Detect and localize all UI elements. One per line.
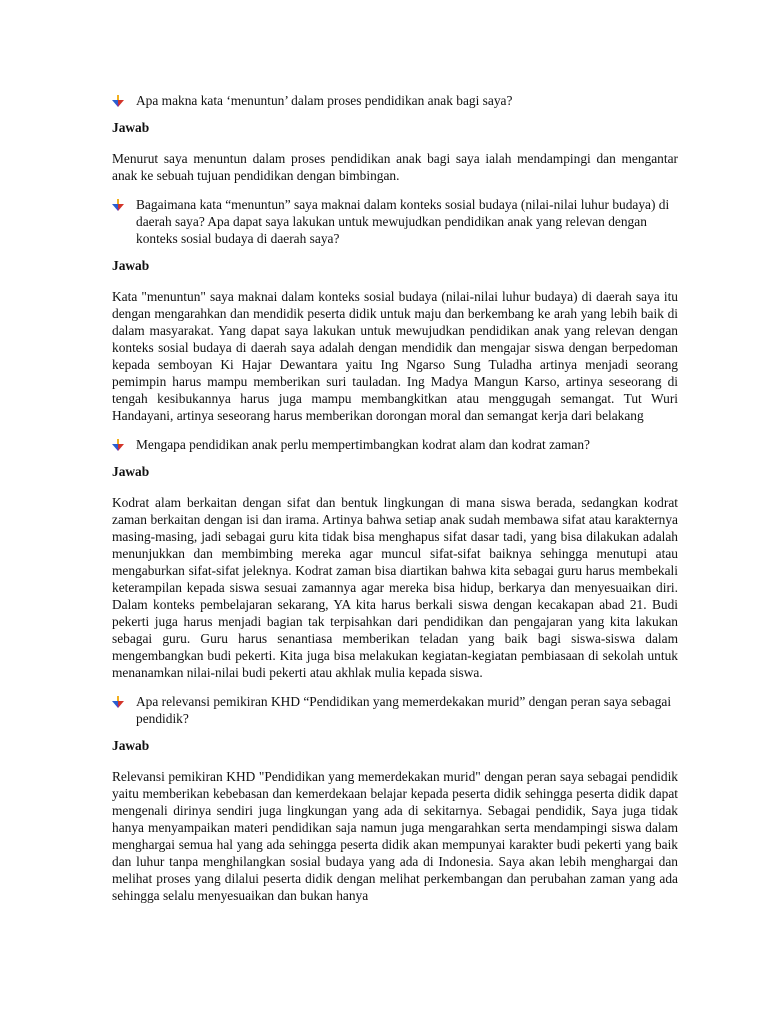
question-2 [112,196,678,247]
answer-paragraph: Kodrat alam berkaitan dengan sifat dan bentuk lingkungan di mana siswa berada, sedangkan kodrat zaman berkaitan dengan isi dan irama. Artinya bahwa setiap anak sudah membawa sifat atau karakternya masing-masing, jadi sebagai guru kita tidak bisa menghapus sifat dasar tadi, yang bisa dilakukan adalah menunjukkan dan membimbing mereka agar muncul sifat-sifat baiknya sehingga menutupi atau mengaburkan sifat-sifat jeleknya. Kodrat zaman bisa diartikan bahwa kita sebagai guru harus membekali keterampilan kepada siswa sesuai zamannya agar mereka bisa hidup, berkarya dan menyesuaikan diri. Dalam konteks pembelajaran sekarang, YA kita harus berkali siswa dengan kecakapan abad 21. Budi pekerti juga harus menjadi bagian tak terpisahkan dari pendidikan dan pengajaran yang kita lakukan sebagai guru. Guru harus senantiasa memberikan teladan yang baik bagi siswa-siswa dalam mengembangkan budi pekerti. Kita juga bisa melakukan kegiatan-kegiatan pembiasaan di sekolah untuk menanamkan nilai-nilai budi pekerti atau akhlak mulia kepada siswa. [112,495,678,680]
question-3 [112,436,678,453]
answer-paragraph: Menurut saya menuntun dalam proses pendidikan anak bagi saya ialah mendampingi dan mengantar anak ke sebuah tujuan pendidikan dengan bimbingan. [112,151,678,183]
bullet-left [112,701,118,708]
answer-label: Jawab [112,120,150,135]
answer-paragraph: Kata "menuntun" saya maknai dalam konteks sosial budaya (nilai-nilai luhur budaya) di daerah saya itu dengan mengarahkan dan mendidik peserta didik untuk maju dan berkembang ke arah yang lebih baik di dalam masyarakat. Yang dapat saya lakukan untuk mewujudkan pendidikan anak yang relevan dengan konteks sosial budaya di daerah saya adalah dengan mendidik dan mengajar siswa dengan berpedoman kepada semboyan Ki Hajar Dewantara yaitu Ing Ngarso Sung Tuladha artinya menjadi seorang pemimpin harus mampu memberikan suri tauladan. Ing Madya Mangun Karso, artinya seseorang di tengah kesibukannya harus juga mampu membangkitkan atau menggugah semangat. Tut Wuri Handayani, artinya seseorang harus memberikan dorongan moral dan semangat kerja dari belakang [112,289,678,423]
answer-label: Jawab [112,464,150,479]
bullet-top [117,439,119,444]
colored-arrow-bullet-icon [112,696,124,708]
bullet-right [118,701,124,708]
bullet-left [112,444,118,451]
colored-arrow-bullet-icon [112,439,124,451]
question-text: Apa makna kata ‘menuntun’ dalam proses pendidikan anak bagi saya? [136,93,513,108]
question-text: Apa relevansi pemikiran KHD “Pendidikan yang memerdekakan murid” dengan peran saya sebagai pendidik? [136,694,672,726]
bullet-top [117,199,119,204]
bullet-top [117,95,119,100]
bullet-left [112,100,118,107]
bullet-right [118,100,124,107]
question-4 [112,693,678,727]
colored-arrow-bullet-icon [112,95,124,107]
bullet-right [118,204,124,211]
bullet-right [118,444,124,451]
bullet-top [117,696,119,701]
question-text: Bagaimana kata “menuntun” saya maknai dalam konteks sosial budaya (nilai-nilai luhur budaya) di daerah saya? Apa dapat saya lakukan untuk mewujudkan pendidikan anak yang relevan dengan konteks sosial budaya di daerah saya? [136,197,670,246]
question-text: Mengapa pendidikan anak perlu mempertimbangkan kodrat alam dan kodrat zaman? [136,437,590,452]
answer-label: Jawab [112,258,150,273]
answer-paragraph: Relevansi pemikiran KHD "Pendidikan yang memerdekakan murid" dengan peran saya sebagai pendidik yaitu memberikan kebebasan dan kemerdekaan belajar kepada peserta didik sehingga peserta didik dapat mengenali dirinya sendiri juga lingkungan yang ada di sekitarnya. Sebagai pendidik, Saya juga tidak hanya menyampaikan materi pendidikan saja namun juga mengarahkan serta mendampingi siswa dalam menghargai semua hal yang ada sehingga peserta didik akan mempunyai karakter budi pekerti yang baik dan luhur tanpa menghilangkan sosial budaya yang ada di Indonesia. Saya akan lebih menghargai dan melihat proses yang dilalui peserta didik dengan melihat perkembangan dan perubahan zaman yang ada sehingga selalu menyesuaikan dan bukan hanya [112,769,678,903]
bullet-left [112,204,118,211]
colored-arrow-bullet-icon [112,199,124,211]
answer-label: Jawab [112,738,150,753]
question-1 [112,92,678,109]
